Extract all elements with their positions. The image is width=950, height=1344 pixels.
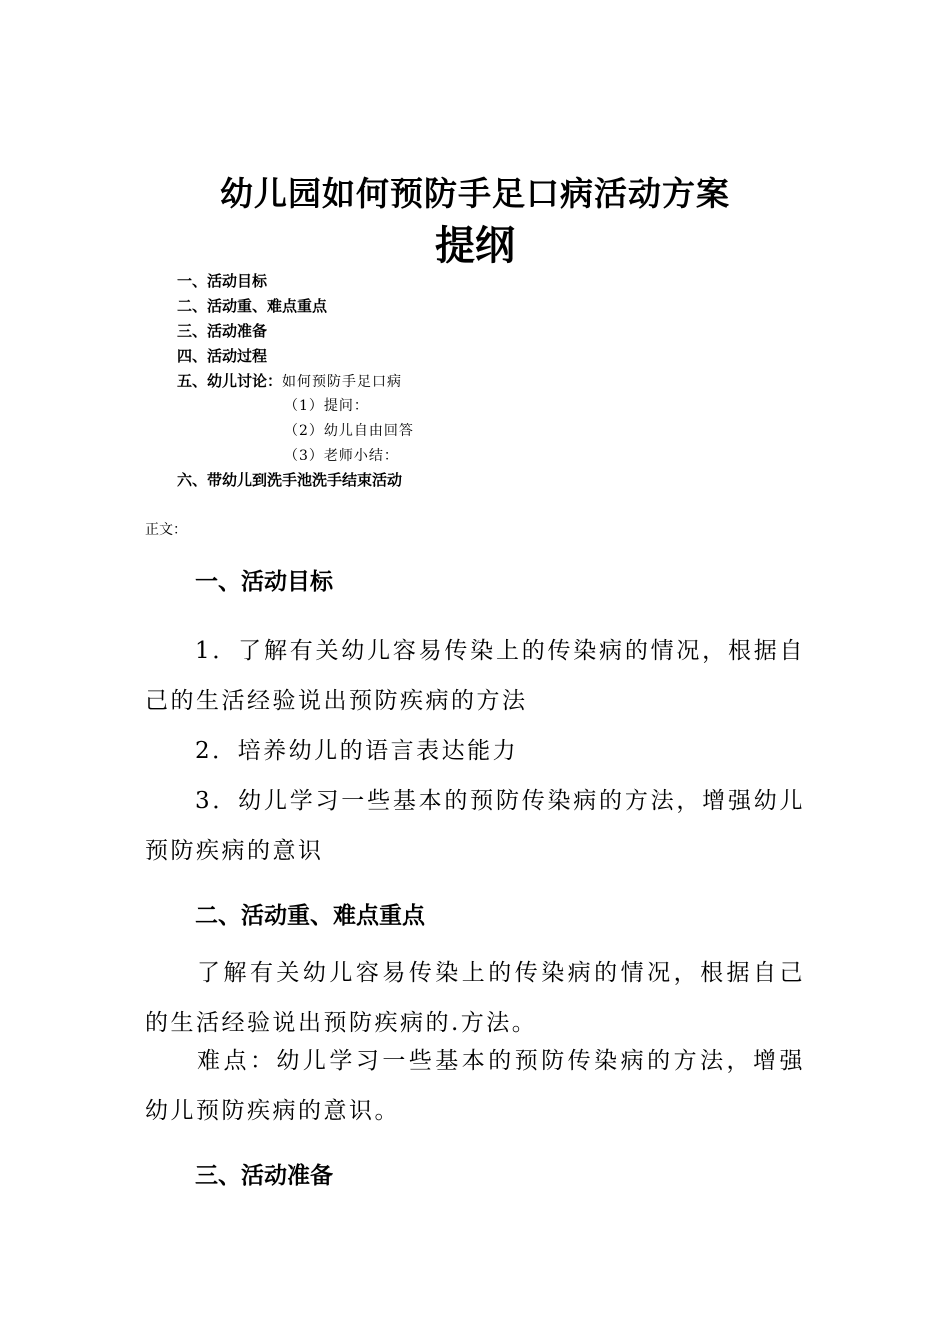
paragraph: 难点：幼儿学习一些基本的预防传染病的方法，增强幼儿预防疾病的意识。 (145, 1048, 805, 1124)
outline-item: 三、活动准备 (177, 322, 268, 340)
outline-subitem: （2）幼儿自由回答 (284, 423, 414, 439)
outline-subitem: （1）提问： (284, 398, 369, 414)
paragraph: 2．培养幼儿的语言表达能力 (195, 738, 519, 764)
paragraph: 了解有关幼儿容易传染上的传染病的情况，根据自己的生活经验说出预防疾病的.方法。 (145, 960, 805, 1036)
outline-item-label: 五、幼儿讨论： (177, 372, 283, 390)
document-title: 幼儿园如何预防手足口病活动方案 (220, 174, 730, 213)
outline-subitem: （3）老师小结： (284, 448, 399, 464)
section-heading: 三、活动准备 (195, 1163, 333, 1189)
paragraph: 1．了解有关幼儿容易传染上的传染病的情况，根据自己的生活经验说出预防疾病的方法 (145, 638, 805, 714)
outline-item: 四、活动过程 (177, 347, 268, 365)
outline-item-note: 如何预防手足口病 (282, 374, 403, 390)
paragraph: 3．幼儿学习一些基本的预防传染病的方法，增强幼儿预防疾病的意识 (145, 788, 805, 864)
section-heading: 一、活动目标 (195, 569, 333, 595)
outline-heading: 提纲 (435, 222, 515, 269)
section-heading: 二、活动重、难点重点 (195, 903, 425, 929)
outline-item: 六、带幼儿到洗手池洗手结束活动 (177, 471, 403, 489)
body-label: 正文： (145, 522, 187, 538)
outline-item: 一、活动目标 (177, 272, 268, 290)
outline-item (177, 370, 402, 391)
outline-item: 二、活动重、难点重点 (177, 297, 328, 315)
